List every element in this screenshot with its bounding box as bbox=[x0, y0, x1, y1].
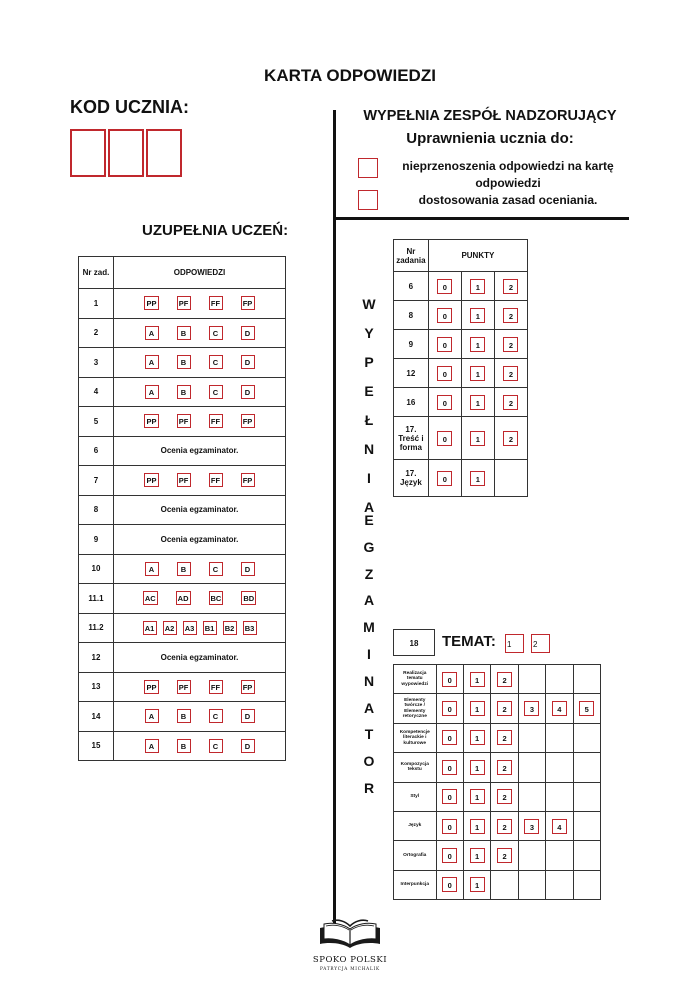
criteria-row bbox=[394, 694, 601, 723]
points-row bbox=[394, 301, 528, 330]
answer-row-options bbox=[114, 348, 286, 378]
points-cell bbox=[461, 330, 494, 359]
vertical-letter: A bbox=[363, 699, 375, 716]
answer-row bbox=[79, 702, 286, 732]
criteria-cell bbox=[518, 723, 545, 752]
criteria-checkbox[interactable]: 2 bbox=[497, 819, 512, 834]
answer-checkbox[interactable]: FF bbox=[209, 414, 223, 428]
task-18-number: 18 bbox=[393, 629, 435, 656]
criteria-cell bbox=[463, 782, 490, 811]
criteria-checkbox[interactable]: 1 bbox=[470, 848, 485, 863]
answer-checkbox[interactable]: C bbox=[209, 562, 223, 576]
criteria-cell bbox=[491, 841, 518, 870]
criteria-cell bbox=[436, 841, 463, 870]
answer-checkbox[interactable]: C bbox=[209, 739, 223, 753]
answer-row-number: 15 bbox=[79, 731, 114, 761]
answer-row bbox=[79, 672, 286, 702]
permission-option-1: nieprzenoszenia odpowiedzi na kartę odpowiedzi bbox=[402, 159, 614, 190]
points-cell bbox=[494, 330, 527, 359]
criteria-checkbox[interactable]: 2 bbox=[497, 760, 512, 775]
criteria-checkbox[interactable]: 5 bbox=[579, 701, 594, 716]
answer-checkbox[interactable]: A bbox=[145, 709, 159, 723]
answer-checkbox[interactable]: A1 bbox=[143, 621, 157, 635]
answer-checkbox[interactable]: C bbox=[209, 355, 223, 369]
answer-checkbox[interactable]: D bbox=[241, 326, 255, 340]
points-checkbox[interactable]: 0 bbox=[437, 308, 452, 323]
answer-checkbox[interactable]: PF bbox=[177, 473, 191, 487]
criteria-cell bbox=[463, 723, 490, 752]
criteria-cell bbox=[463, 665, 490, 694]
points-cell bbox=[461, 272, 494, 301]
criteria-checkbox[interactable]: 4 bbox=[552, 701, 567, 716]
criteria-row bbox=[394, 782, 601, 811]
points-task-number: 8 bbox=[394, 301, 429, 330]
horizontal-divider bbox=[333, 217, 629, 220]
criteria-cell bbox=[436, 811, 463, 840]
points-table bbox=[393, 239, 528, 497]
answer-row bbox=[79, 554, 286, 584]
answer-row bbox=[79, 289, 286, 319]
points-cell bbox=[494, 417, 527, 460]
criteria-label: Realizacja tematu wypowiedzi bbox=[394, 665, 437, 694]
criteria-label: Język bbox=[394, 811, 437, 840]
answer-checkbox[interactable]: B bbox=[177, 709, 191, 723]
criteria-checkbox[interactable]: 3 bbox=[524, 819, 539, 834]
vertical-letter: P bbox=[364, 354, 374, 370]
points-cell bbox=[461, 460, 494, 497]
answer-row bbox=[79, 377, 286, 407]
criteria-label: Styl bbox=[394, 782, 437, 811]
answer-row-options bbox=[114, 289, 286, 319]
criteria-cell bbox=[546, 782, 573, 811]
permissions-subheader: Uprawnienia ucznia do: bbox=[406, 130, 574, 147]
criteria-cell bbox=[436, 723, 463, 752]
answer-checkbox[interactable]: B bbox=[177, 355, 191, 369]
criteria-cell bbox=[463, 841, 490, 870]
points-row bbox=[394, 330, 528, 359]
criteria-checkbox[interactable]: 4 bbox=[552, 819, 567, 834]
criteria-row bbox=[394, 870, 601, 899]
publisher-logo bbox=[300, 918, 400, 971]
topic-checkbox[interactable]: 2 bbox=[531, 634, 550, 653]
points-checkbox[interactable]: 1 bbox=[470, 337, 485, 352]
answer-row bbox=[79, 466, 286, 496]
criteria-checkbox[interactable]: 0 bbox=[442, 760, 457, 775]
criteria-cell bbox=[573, 665, 600, 694]
answer-checkbox[interactable]: PP bbox=[144, 296, 158, 310]
answer-row-number: 6 bbox=[79, 436, 114, 466]
points-row bbox=[394, 460, 528, 497]
answer-checkbox[interactable]: FF bbox=[209, 680, 223, 694]
criteria-cell bbox=[491, 694, 518, 723]
vertical-letter: I bbox=[367, 645, 371, 662]
criteria-row bbox=[394, 753, 601, 782]
answer-row-number: 2 bbox=[79, 318, 114, 348]
topic-label: TEMAT: bbox=[442, 633, 496, 650]
answers-header-odp: ODPOWIEDZI bbox=[114, 257, 286, 289]
criteria-label: Kompozycja tekstu bbox=[394, 753, 437, 782]
permission-option-2: dostosowania zasad oceniania. bbox=[418, 193, 598, 207]
criteria-cell bbox=[491, 782, 518, 811]
points-checkbox[interactable]: 2 bbox=[503, 366, 518, 381]
vertical-letter: G bbox=[363, 538, 375, 555]
criteria-cell bbox=[518, 753, 545, 782]
criteria-cell bbox=[573, 811, 600, 840]
criteria-row bbox=[394, 811, 601, 840]
answer-row bbox=[79, 643, 286, 673]
answer-checkbox[interactable]: FP bbox=[241, 414, 255, 428]
criteria-cell bbox=[463, 870, 490, 899]
vertical-divider bbox=[333, 110, 336, 930]
points-task-number: 9 bbox=[394, 330, 429, 359]
points-cell bbox=[428, 301, 461, 330]
answer-checkbox[interactable]: BD bbox=[241, 591, 256, 605]
points-task-number: 17. Język bbox=[394, 460, 429, 497]
topic-checkbox[interactable]: 1 bbox=[505, 634, 524, 653]
criteria-checkbox[interactable]: 0 bbox=[442, 819, 457, 834]
criteria-cell bbox=[436, 665, 463, 694]
criteria-checkbox[interactable]: 2 bbox=[497, 701, 512, 716]
criteria-label: Kompetencje literackie i kulturowe bbox=[394, 723, 437, 752]
criteria-cell bbox=[436, 694, 463, 723]
answer-checkbox[interactable]: D bbox=[241, 355, 255, 369]
criteria-cell bbox=[573, 723, 600, 752]
criteria-checkbox[interactable]: 1 bbox=[470, 730, 485, 745]
points-checkbox[interactable]: 0 bbox=[437, 431, 452, 446]
answer-row-options bbox=[114, 377, 286, 407]
criteria-cell bbox=[573, 841, 600, 870]
answer-checkbox[interactable]: C bbox=[209, 709, 223, 723]
points-cell bbox=[494, 460, 527, 497]
points-checkbox[interactable]: 2 bbox=[503, 431, 518, 446]
answer-row bbox=[79, 407, 286, 437]
answer-checkbox[interactable]: BC bbox=[209, 591, 224, 605]
answer-row bbox=[79, 318, 286, 348]
answer-checkbox[interactable]: B1 bbox=[203, 621, 217, 635]
answer-row-number: 13 bbox=[79, 672, 114, 702]
answer-checkbox[interactable]: B bbox=[177, 739, 191, 753]
vertical-letter: W bbox=[362, 296, 376, 312]
answer-row-number: 11.2 bbox=[79, 613, 114, 643]
answer-row bbox=[79, 584, 286, 614]
criteria-row bbox=[394, 665, 601, 694]
answer-checkbox[interactable]: C bbox=[209, 385, 223, 399]
criteria-checkbox[interactable]: 2 bbox=[497, 789, 512, 804]
vertical-letter: T bbox=[364, 726, 374, 743]
criteria-row bbox=[394, 841, 601, 870]
vertical-letter: E bbox=[364, 512, 374, 528]
criteria-checkbox[interactable]: 0 bbox=[442, 730, 457, 745]
answers-header-nr: Nr zad. bbox=[79, 257, 114, 289]
answer-row-options bbox=[114, 584, 286, 614]
answer-checkbox[interactable]: AD bbox=[176, 591, 191, 605]
points-row bbox=[394, 272, 528, 301]
criteria-cell bbox=[491, 811, 518, 840]
criteria-cell bbox=[463, 753, 490, 782]
answer-row-options bbox=[114, 672, 286, 702]
criteria-cell bbox=[573, 870, 600, 899]
student-code-box-3[interactable] bbox=[146, 129, 182, 177]
points-checkbox[interactable]: 0 bbox=[437, 279, 452, 294]
answer-checkbox[interactable]: D bbox=[241, 709, 255, 723]
student-code-box-2[interactable] bbox=[108, 129, 144, 177]
answer-checkbox[interactable]: A bbox=[145, 326, 159, 340]
answer-checkbox[interactable]: A bbox=[145, 385, 159, 399]
vertical-letter: I bbox=[367, 470, 371, 486]
answer-row-options bbox=[114, 466, 286, 496]
answer-checkbox[interactable]: FF bbox=[209, 473, 223, 487]
criteria-checkbox[interactable]: 1 bbox=[470, 819, 485, 834]
criteria-checkbox[interactable]: 0 bbox=[442, 789, 457, 804]
vertical-letter: Ł bbox=[364, 412, 374, 428]
points-task-number: 6 bbox=[394, 272, 429, 301]
vertical-letter: Y bbox=[364, 325, 374, 341]
points-cell bbox=[494, 388, 527, 417]
criteria-cell bbox=[573, 753, 600, 782]
answer-checkbox[interactable]: FP bbox=[241, 680, 255, 694]
answer-checkbox[interactable]: A bbox=[145, 355, 159, 369]
points-cell bbox=[428, 272, 461, 301]
criteria-cell bbox=[546, 753, 573, 782]
points-cell bbox=[461, 301, 494, 330]
criteria-cell bbox=[491, 870, 518, 899]
points-cell bbox=[428, 388, 461, 417]
criteria-cell bbox=[491, 665, 518, 694]
examiner-note: Ocenia egzaminator. bbox=[114, 436, 286, 466]
points-checkbox[interactable]: 2 bbox=[503, 308, 518, 323]
points-checkbox[interactable]: 2 bbox=[503, 395, 518, 410]
answer-row bbox=[79, 436, 286, 466]
answer-checkbox[interactable]: A3 bbox=[183, 621, 197, 635]
answer-row-number: 5 bbox=[79, 407, 114, 437]
answer-checkbox[interactable]: D bbox=[241, 739, 255, 753]
criteria-label: Elementy twórcze / Elementy retoryczne bbox=[394, 694, 437, 723]
criteria-checkbox[interactable]: 0 bbox=[442, 701, 457, 716]
points-header-nr: Nr zadania bbox=[394, 240, 429, 272]
points-cell bbox=[461, 388, 494, 417]
answer-row-options bbox=[114, 407, 286, 437]
criteria-cell bbox=[491, 723, 518, 752]
points-checkbox[interactable]: 0 bbox=[437, 366, 452, 381]
answer-row-options bbox=[114, 702, 286, 732]
answer-row-number: 8 bbox=[79, 495, 114, 525]
points-checkbox[interactable]: 1 bbox=[470, 471, 485, 486]
answer-checkbox[interactable]: FP bbox=[241, 296, 255, 310]
answer-row-number: 1 bbox=[79, 289, 114, 319]
page-title: KARTA ODPOWIEDZI bbox=[264, 66, 436, 85]
answer-row-number: 11.1 bbox=[79, 584, 114, 614]
vertical-letter: Z bbox=[364, 565, 374, 582]
vertical-letter: A bbox=[363, 499, 375, 515]
answer-row-number: 7 bbox=[79, 466, 114, 496]
answer-row-number: 14 bbox=[79, 702, 114, 732]
criteria-cell bbox=[491, 753, 518, 782]
points-checkbox[interactable]: 1 bbox=[470, 308, 485, 323]
answer-checkbox[interactable]: PF bbox=[177, 414, 191, 428]
student-code-box-1[interactable] bbox=[70, 129, 106, 177]
points-cell bbox=[494, 301, 527, 330]
answer-row-number: 10 bbox=[79, 554, 114, 584]
answer-checkbox[interactable]: A bbox=[145, 562, 159, 576]
answer-checkbox[interactable]: B3 bbox=[243, 621, 257, 635]
answer-checkbox[interactable]: A bbox=[145, 739, 159, 753]
points-header-pkt: PUNKTY bbox=[428, 240, 527, 272]
answer-checkbox[interactable]: B bbox=[177, 562, 191, 576]
points-checkbox[interactable]: 1 bbox=[470, 279, 485, 294]
answer-row bbox=[79, 613, 286, 643]
permission-checkbox-1[interactable] bbox=[358, 158, 378, 178]
answer-row-options bbox=[114, 554, 286, 584]
vertical-label-egzaminator bbox=[360, 507, 378, 802]
points-checkbox[interactable]: 2 bbox=[503, 337, 518, 352]
vertical-letter: N bbox=[363, 441, 375, 457]
vertical-letter: O bbox=[363, 753, 375, 770]
points-checkbox[interactable]: 0 bbox=[437, 337, 452, 352]
points-cell bbox=[428, 330, 461, 359]
vertical-letter: A bbox=[363, 592, 375, 609]
criteria-cell bbox=[546, 841, 573, 870]
points-cell bbox=[428, 417, 461, 460]
points-task-number: 16 bbox=[394, 388, 429, 417]
answer-row bbox=[79, 731, 286, 761]
criteria-cell bbox=[546, 811, 573, 840]
points-checkbox[interactable]: 0 bbox=[437, 395, 452, 410]
answer-row bbox=[79, 495, 286, 525]
answer-row-options bbox=[114, 318, 286, 348]
criteria-cell bbox=[518, 694, 545, 723]
points-checkbox[interactable]: 2 bbox=[503, 279, 518, 294]
criteria-checkbox[interactable]: 0 bbox=[442, 877, 457, 892]
answer-checkbox[interactable]: PP bbox=[144, 473, 158, 487]
answer-row-number: 12 bbox=[79, 643, 114, 673]
criteria-row bbox=[394, 723, 601, 752]
criteria-cell bbox=[463, 694, 490, 723]
answer-row-number: 4 bbox=[79, 377, 114, 407]
points-row bbox=[394, 359, 528, 388]
points-task-number: 17. Treść i forma bbox=[394, 417, 429, 460]
criteria-cell bbox=[573, 694, 600, 723]
examiner-note: Ocenia egzaminator. bbox=[114, 525, 286, 555]
criteria-checkbox[interactable]: 2 bbox=[497, 672, 512, 687]
criteria-checkbox[interactable]: 2 bbox=[497, 730, 512, 745]
answer-checkbox[interactable]: FP bbox=[241, 473, 255, 487]
criteria-checkbox[interactable]: 1 bbox=[470, 877, 485, 892]
answer-checkbox[interactable]: PF bbox=[177, 296, 191, 310]
vertical-letter: E bbox=[364, 383, 374, 399]
answers-table bbox=[78, 256, 286, 761]
permission-checkbox-2[interactable] bbox=[358, 190, 378, 210]
criteria-cell bbox=[463, 811, 490, 840]
vertical-letter: N bbox=[363, 672, 375, 689]
points-cell bbox=[494, 272, 527, 301]
answer-checkbox[interactable]: AC bbox=[143, 591, 158, 605]
answer-checkbox[interactable]: D bbox=[241, 562, 255, 576]
answer-checkbox[interactable]: B bbox=[177, 326, 191, 340]
answer-row bbox=[79, 348, 286, 378]
criteria-cell bbox=[546, 723, 573, 752]
criteria-label: Interpunkcja bbox=[394, 870, 437, 899]
points-cell bbox=[494, 359, 527, 388]
vertical-letter: R bbox=[363, 779, 375, 796]
points-cell bbox=[428, 460, 461, 497]
answer-row-number: 9 bbox=[79, 525, 114, 555]
answer-row bbox=[79, 525, 286, 555]
criteria-cell bbox=[518, 665, 545, 694]
vertical-letter: M bbox=[363, 619, 375, 636]
answer-checkbox[interactable]: FF bbox=[209, 296, 223, 310]
answer-checkbox[interactable]: A2 bbox=[163, 621, 177, 635]
points-cell bbox=[461, 417, 494, 460]
logo-name: SPOKO POLSKI bbox=[312, 955, 388, 965]
points-task-number: 12 bbox=[394, 359, 429, 388]
criteria-cell bbox=[546, 694, 573, 723]
criteria-cell bbox=[518, 841, 545, 870]
answer-checkbox[interactable]: PP bbox=[144, 680, 158, 694]
student-code-label: KOD UCZNIA: bbox=[70, 97, 189, 117]
answer-checkbox[interactable]: PF bbox=[177, 680, 191, 694]
criteria-checkbox[interactable]: 1 bbox=[470, 789, 485, 804]
examiner-note: Ocenia egzaminator. bbox=[114, 495, 286, 525]
logo-subtitle: PATRYCJA MICHALIK bbox=[320, 966, 380, 971]
answer-checkbox[interactable]: PP bbox=[144, 414, 158, 428]
criteria-label: Ortografia bbox=[394, 841, 437, 870]
points-cell bbox=[461, 359, 494, 388]
answer-row-number: 3 bbox=[79, 348, 114, 378]
student-section-title: UZUPEŁNIA UCZEŃ: bbox=[142, 222, 289, 239]
criteria-cell bbox=[546, 665, 573, 694]
answer-checkbox[interactable]: D bbox=[241, 385, 255, 399]
criteria-cell bbox=[573, 782, 600, 811]
criteria-checkbox[interactable]: 1 bbox=[470, 760, 485, 775]
criteria-checkbox[interactable]: 1 bbox=[470, 701, 485, 716]
points-checkbox[interactable]: 1 bbox=[470, 395, 485, 410]
points-cell bbox=[428, 359, 461, 388]
points-row bbox=[394, 388, 528, 417]
points-checkbox[interactable]: 0 bbox=[437, 471, 452, 486]
answer-row-options bbox=[114, 731, 286, 761]
criteria-checkbox[interactable]: 0 bbox=[442, 848, 457, 863]
criteria-checkbox[interactable]: 3 bbox=[524, 701, 539, 716]
vertical-label-wypelnia bbox=[360, 290, 378, 522]
criteria-checkbox[interactable]: 1 bbox=[470, 672, 485, 687]
answer-checkbox[interactable]: B bbox=[177, 385, 191, 399]
topic-options bbox=[505, 634, 557, 653]
criteria-cell bbox=[436, 870, 463, 899]
criteria-cell bbox=[518, 870, 545, 899]
criteria-cell bbox=[436, 782, 463, 811]
criteria-checkbox[interactable]: 0 bbox=[442, 672, 457, 687]
criteria-cell bbox=[436, 753, 463, 782]
open-book-icon bbox=[318, 918, 382, 950]
answer-checkbox[interactable]: B2 bbox=[223, 621, 237, 635]
answer-row-options bbox=[114, 613, 286, 643]
criteria-cell bbox=[546, 870, 573, 899]
criteria-checkbox[interactable]: 2 bbox=[497, 848, 512, 863]
criteria-table bbox=[393, 664, 601, 900]
points-checkbox[interactable]: 1 bbox=[470, 431, 485, 446]
answer-checkbox[interactable]: C bbox=[209, 326, 223, 340]
criteria-cell bbox=[518, 811, 545, 840]
points-checkbox[interactable]: 1 bbox=[470, 366, 485, 381]
examiner-note: Ocenia egzaminator. bbox=[114, 643, 286, 673]
criteria-cell bbox=[518, 782, 545, 811]
supervisor-header: WYPEŁNIA ZESPÓŁ NADZORUJĄCY bbox=[363, 108, 617, 124]
points-row bbox=[394, 417, 528, 460]
